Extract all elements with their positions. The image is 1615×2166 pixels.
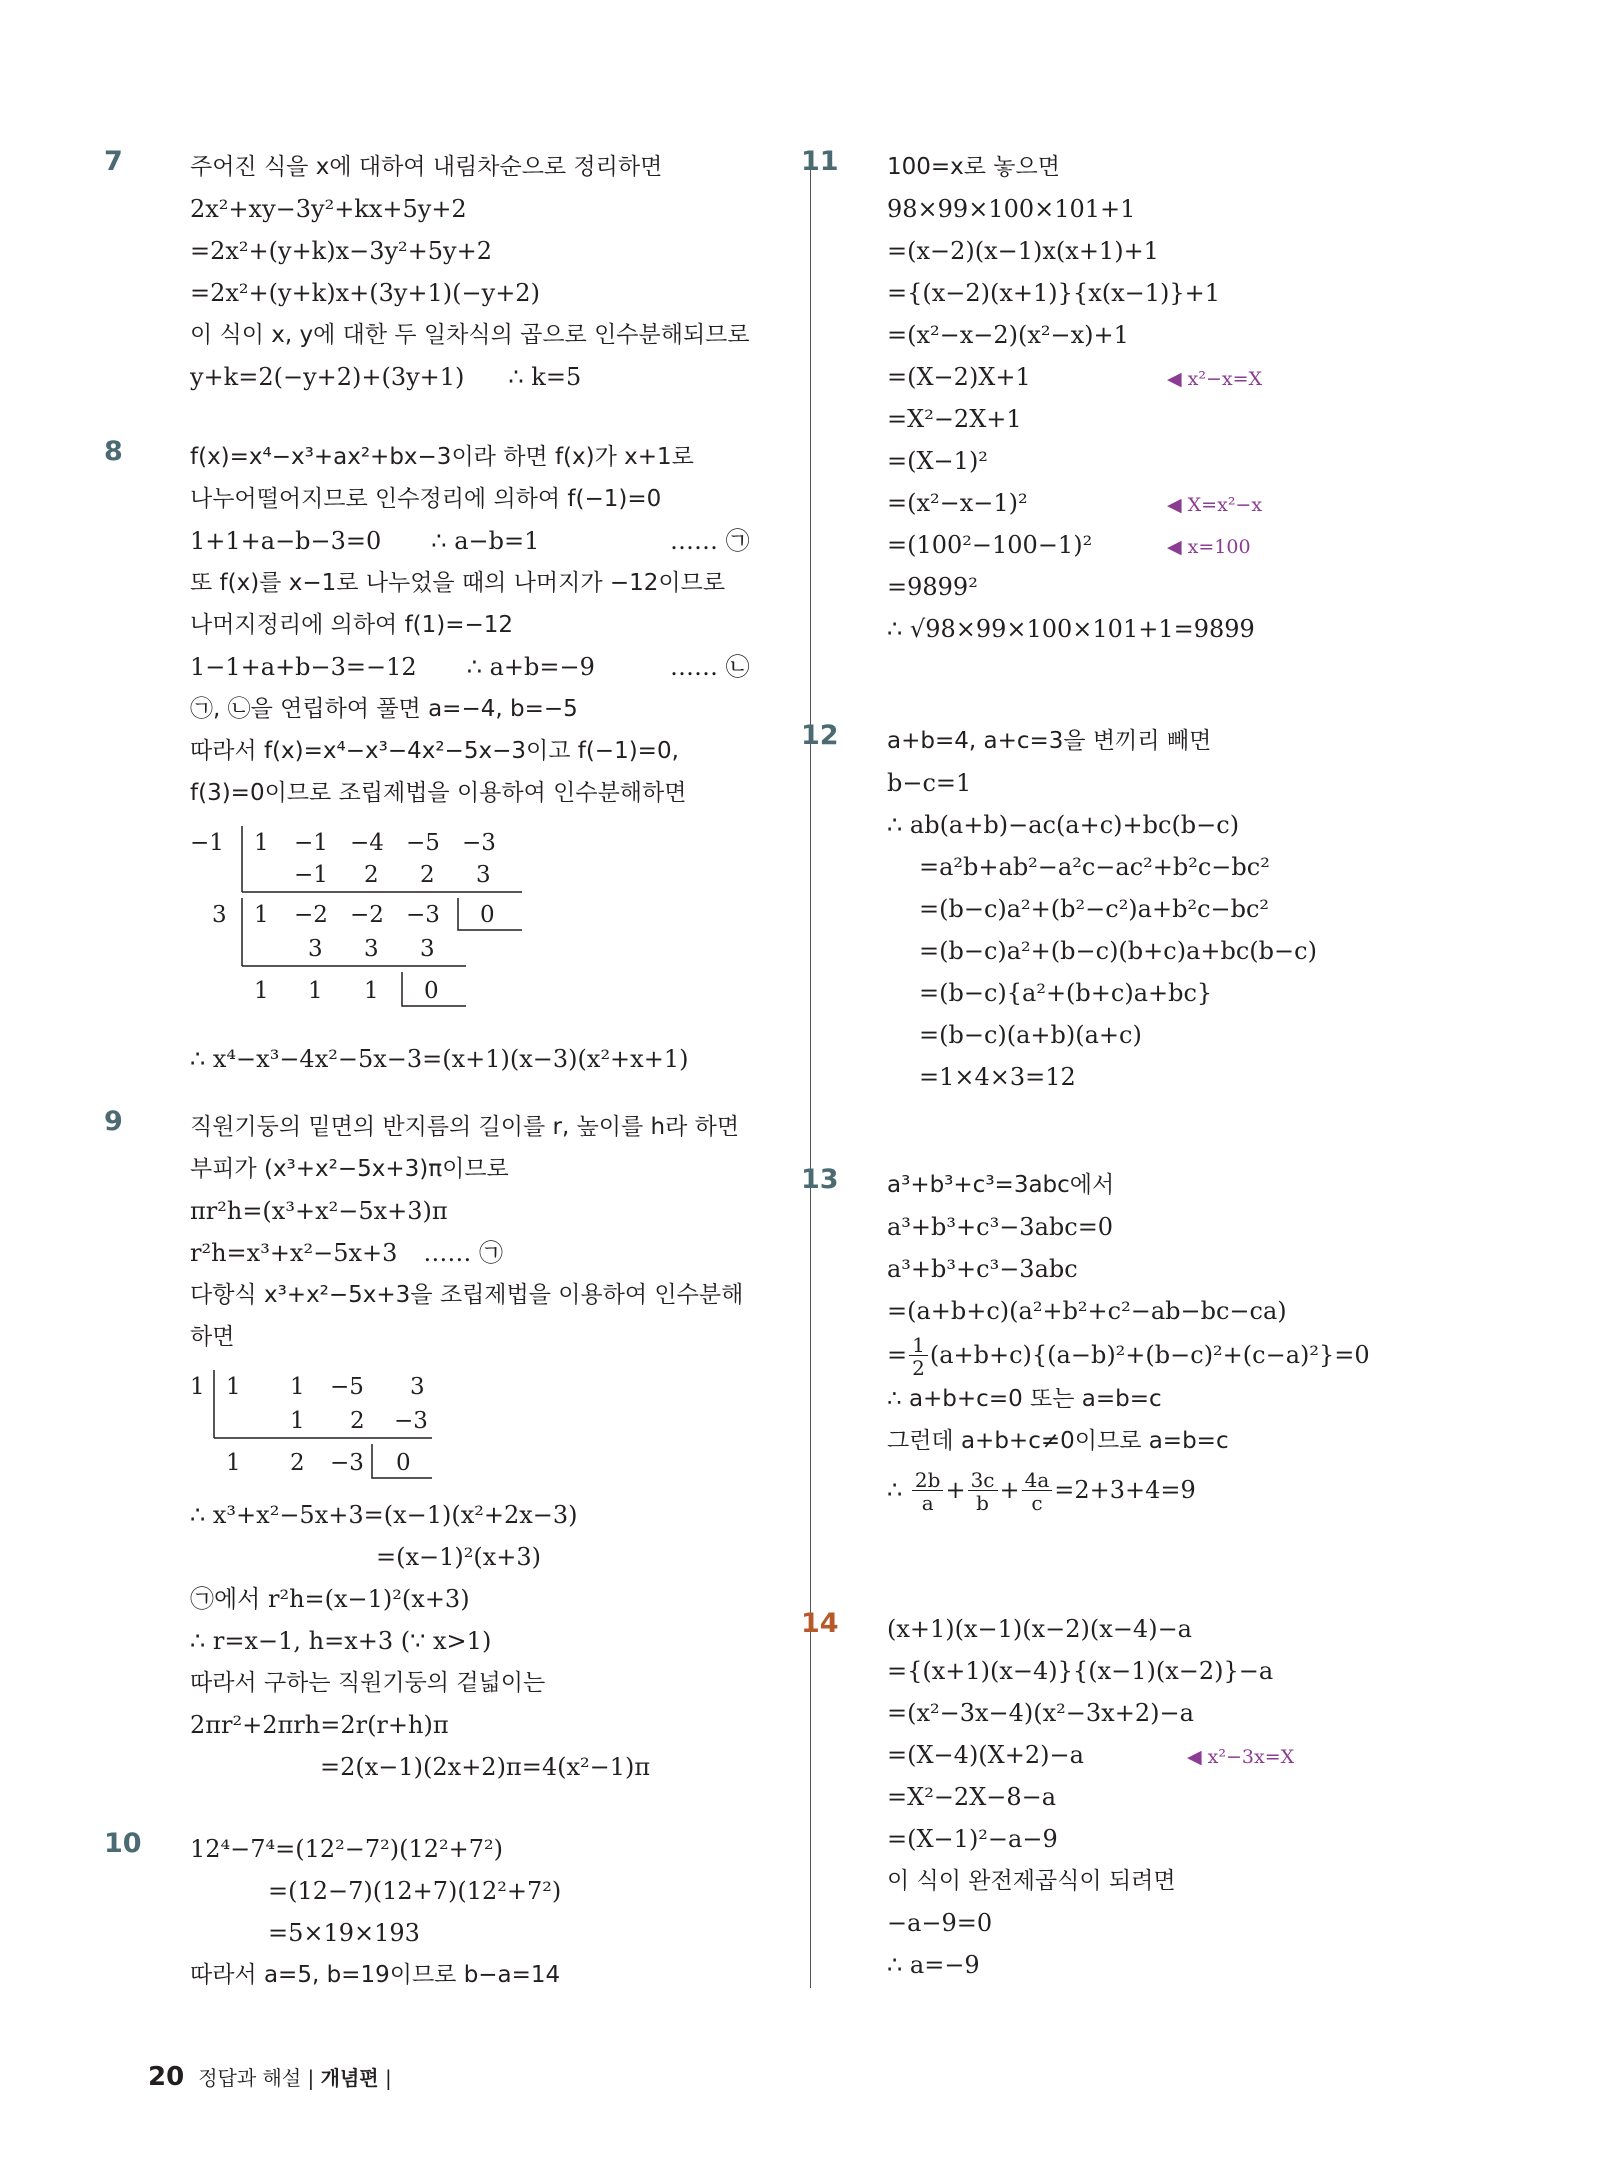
solution-line: 2πr²+2πrh=2r(r+h)π <box>190 1711 449 1739</box>
coef: 1 <box>254 902 269 928</box>
solution-line: 직원기둥의 밑면의 반지름의 길이를 r, 높이를 h라 하면 <box>190 1114 740 1140</box>
solution-line: 100=x로 놓으면 <box>887 154 1060 180</box>
solution-line: =5×19×193 <box>268 1919 420 1947</box>
coef: 2 <box>350 1408 365 1434</box>
solution-line: b−c=1 <box>887 769 972 797</box>
solution-line: =(a+b+c)(a²+b²+c²−ab−bc−ca) <box>887 1297 1287 1325</box>
page-number: 20 <box>148 2062 185 2092</box>
solution-line: (x+1)(x−1)(x−2)(x−4)−a <box>887 1615 1192 1643</box>
solution-line: =(x−1)²(x+3) <box>376 1543 542 1571</box>
coef: −3 <box>462 830 496 856</box>
substitution-note: ◀ x=100 <box>1167 536 1251 558</box>
solution-line: ={(x+1)(x−4)}{(x−1)(x−2)}−a <box>887 1657 1274 1685</box>
coef: −3 <box>394 1408 428 1434</box>
solution-line: =2x²+(y+k)x+(3y+1)(−y+2) <box>190 279 540 307</box>
solution-line: ∴ r=x−1, h=x+3 (∵ x>1) <box>190 1627 492 1655</box>
conclusion: ∴ k=5 <box>508 363 582 391</box>
solution-line: 98×99×100×101+1 <box>887 195 1136 223</box>
equals-sign: = <box>887 1341 908 1369</box>
solution-line: =9899² <box>887 573 978 601</box>
solution-line: ㉠, ㉡을 연립하여 풀면 a=−4, b=−5 <box>190 696 578 722</box>
coef: −1 <box>294 830 328 856</box>
problem-10 <box>104 1828 788 1996</box>
solution-line: =(100²−100−1)² <box>887 531 1093 559</box>
column-divider <box>810 160 811 1988</box>
problem-11 <box>801 146 1545 650</box>
divisor: −1 <box>190 830 224 856</box>
denominator: c <box>1031 1491 1043 1515</box>
page-footer <box>148 2062 392 2092</box>
solution-line: =(X−4)(X+2)−a <box>887 1741 1084 1769</box>
problem-number: 7 <box>104 146 123 177</box>
problem-number: 9 <box>104 1106 123 1137</box>
coef: 1 <box>308 978 323 1004</box>
coef: −4 <box>350 830 384 856</box>
conclusion: ∴ √98×99×100×101+1=9899 <box>887 615 1255 643</box>
numerator: 4a <box>1022 1470 1053 1491</box>
coef: 3 <box>476 862 491 888</box>
problem-number: 13 <box>801 1164 839 1195</box>
solution-line: =(x²−x−1)² <box>887 489 1028 517</box>
numerator: 3c <box>968 1470 998 1491</box>
remainder: 0 <box>480 902 495 928</box>
divisor: 1 <box>190 1374 205 1400</box>
solution-line: 부피가 (x³+x²−5x+3)π이므로 <box>190 1156 509 1182</box>
remainder: 0 <box>424 978 439 1004</box>
coef: 2 <box>364 862 379 888</box>
coef: −3 <box>406 902 440 928</box>
coef: 1 <box>226 1374 241 1400</box>
problem-14 <box>801 1608 1545 1986</box>
plus-sign: + <box>999 1476 1020 1504</box>
fraction-4a-over-c <box>1022 1470 1053 1513</box>
problem-number: 14 <box>801 1608 839 1639</box>
denominator: b <box>976 1491 989 1515</box>
result: =2+3+4=9 <box>1054 1476 1196 1504</box>
solution-line: 나머지정리에 의하여 f(1)=−12 <box>190 612 514 638</box>
divisor: 3 <box>212 902 227 928</box>
substitution-note: ◀ x²−x=X <box>1167 368 1263 390</box>
coef: 1 <box>254 830 269 856</box>
solution-line: =(b−c)a²+(b²−c²)a+b²c−bc² <box>919 895 1270 923</box>
problem-7 <box>104 146 788 398</box>
solution-line: =(b−c)a²+(b−c)(b+c)a+bc(b−c) <box>919 937 1317 965</box>
coef: −1 <box>294 862 328 888</box>
solution-line: =(x²−3x−4)(x²−3x+2)−a <box>887 1699 1194 1727</box>
plus-sign: + <box>945 1476 966 1504</box>
solution-line: a³+b³+c³−3abc <box>887 1255 1078 1283</box>
conclusion: ∴ a−b=1 <box>431 527 540 555</box>
problem-9 <box>104 1106 788 1788</box>
coef: −5 <box>330 1374 364 1400</box>
problem-13 <box>801 1164 1545 1518</box>
solution-line: ={(x−2)(x+1)}{x(x−1)}+1 <box>887 279 1221 307</box>
footer-part: 개념편 <box>320 2066 379 2090</box>
conclusion: ∴ a=−9 <box>887 1951 980 1979</box>
coef: 1 <box>226 1450 241 1476</box>
coef: −2 <box>294 902 328 928</box>
solution-line: =2(x−1)(2x+2)π=4(x²−1)π <box>320 1753 651 1781</box>
solution-line: y+k=2(−y+2)+(3y+1) <box>190 363 465 391</box>
solution-line: 1−1+a+b−3=−12 <box>190 653 417 681</box>
coef: 2 <box>290 1450 305 1476</box>
coef: 3 <box>308 936 323 962</box>
solution-line: f(3)=0이므로 조립제법을 이용하여 인수분해하면 <box>190 780 687 806</box>
solution-line: =1×4×3=12 <box>919 1063 1076 1091</box>
coef: 1 <box>290 1374 305 1400</box>
coef: −3 <box>330 1450 364 1476</box>
solution-line: 따라서 a=5, b=19이므로 b−a=14 <box>190 1962 561 1988</box>
fraction-2b-over-a <box>912 1470 944 1513</box>
problem-8 <box>104 436 788 1080</box>
solution-line: =(b−c){a²+(b+c)a+bc} <box>919 979 1213 1007</box>
solution-line: 나누어떨어지므로 인수정리에 의하여 f(−1)=0 <box>190 486 662 512</box>
equation-marker: …… ㉠ <box>670 527 750 555</box>
problem-number: 12 <box>801 720 839 751</box>
coef: 3 <box>410 1374 425 1400</box>
solution-line: =a²b+ab²−a²c−ac²+b²c−bc² <box>919 853 1270 881</box>
footer-separator: | <box>384 2066 392 2090</box>
solution-line: =(X−1)² <box>887 447 988 475</box>
solution-line: 따라서 구하는 직원기둥의 겉넓이는 <box>190 1670 546 1696</box>
equation-marker: …… ㉡ <box>670 653 750 681</box>
solution-line: f(x)=x⁴−x³+ax²+bx−3이라 하면 f(x)가 x+1로 <box>190 444 694 470</box>
solution-line: a+b=4, a+c=3을 변끼리 빼면 <box>887 728 1212 754</box>
solution-line: 또 f(x)를 x−1로 나누었을 때의 나머지가 −12이므로 <box>190 570 726 596</box>
coef: 1 <box>364 978 379 1004</box>
solution-line: 따라서 f(x)=x⁴−x³−4x²−5x−3이고 f(−1)=0, <box>190 738 679 764</box>
remainder: 0 <box>396 1450 411 1476</box>
solution-line: a³+b³+c³=3abc에서 <box>887 1172 1115 1198</box>
solution-line: =(x²−x−2)(x²−x)+1 <box>887 321 1129 349</box>
solution-line: =2x²+(y+k)x−3y²+5y+2 <box>190 237 492 265</box>
solution-line: ∴ x³+x²−5x+3=(x−1)(x²+2x−3) <box>190 1501 578 1529</box>
therefore: ∴ <box>887 1476 903 1504</box>
problem-12 <box>801 720 1545 1098</box>
numerator: 2b <box>912 1470 944 1491</box>
substitution-note: ◀ X=x²−x <box>1167 494 1263 516</box>
solution-line: ㉠에서 r²h=(x−1)²(x+3) <box>190 1585 470 1613</box>
solution-line: 주어진 식을 x에 대하여 내림차순으로 정리하면 <box>190 154 663 180</box>
synthetic-division-table <box>190 1364 788 1488</box>
solution-line: πr²h=(x³+x²−5x+3)π <box>190 1197 448 1225</box>
coef: 3 <box>364 936 379 962</box>
solution-line: −a−9=0 <box>887 1909 993 1937</box>
footer-section: 정답과 해설 <box>198 2066 302 2090</box>
coef: 1 <box>254 978 269 1004</box>
solution-line: (a+b+c){(a−b)²+(b−c)²+(c−a)²}=0 <box>929 1341 1370 1369</box>
synthetic-division-table <box>190 820 788 1032</box>
coef: −2 <box>350 902 384 928</box>
solution-line: 이 식이 x, y에 대한 두 일차식의 곱으로 인수분해되므로 <box>190 322 750 348</box>
solution-line: =(x−2)(x−1)x(x+1)+1 <box>887 237 1159 265</box>
problem-number: 10 <box>104 1828 142 1859</box>
solution-line: 그런데 a+b+c≠0이므로 a=b=c <box>887 1428 1229 1454</box>
solution-line: 1+1+a−b−3=0 <box>190 527 382 555</box>
equation-marker: …… ㉠ <box>423 1239 504 1267</box>
problem-number: 8 <box>104 436 123 467</box>
solution-line: ∴ a+b+c=0 또는 a=b=c <box>887 1386 1162 1412</box>
solution-line: ∴ ab(a+b)−ac(a+c)+bc(b−c) <box>887 811 1240 839</box>
coef: −5 <box>406 830 440 856</box>
denominator: a <box>921 1491 934 1515</box>
solution-line: =(X−1)²−a−9 <box>887 1825 1058 1853</box>
substitution-note: ◀ x²−3x=X <box>1187 1746 1295 1768</box>
solution-line: =X²−2X+1 <box>887 405 1022 433</box>
solution-line: a³+b³+c³−3abc=0 <box>887 1213 1114 1241</box>
coef: 1 <box>290 1408 305 1434</box>
half-fraction <box>909 1335 928 1378</box>
solution-line: =(b−c)(a+b)(a+c) <box>919 1021 1142 1049</box>
conclusion: ∴ a+b=−9 <box>466 653 595 681</box>
numerator: 1 <box>909 1335 928 1356</box>
solution-line: 12⁴−7⁴=(12²−7²)(12²+7²) <box>190 1835 504 1863</box>
solution-line: r²h=x³+x²−5x+3 <box>190 1239 398 1267</box>
solution-line: 2x²+xy−3y²+kx+5y+2 <box>190 195 467 223</box>
solution-line: 하면 <box>190 1324 235 1350</box>
solution-line: 이 식이 완전제곱식이 되려면 <box>887 1868 1176 1894</box>
solution-line: =(12−7)(12+7)(12²+7²) <box>268 1877 562 1905</box>
solution-line: =(X−2)X+1 <box>887 363 1031 391</box>
coef: 3 <box>420 936 435 962</box>
footer-separator: | <box>307 2066 315 2090</box>
conclusion: ∴ x⁴−x³−4x²−5x−3=(x+1)(x−3)(x²+x+1) <box>190 1045 689 1073</box>
solution-line: 다항식 x³+x²−5x+3을 조립제법을 이용하여 인수분해 <box>190 1282 744 1308</box>
denominator: 2 <box>912 1356 925 1380</box>
coef: 2 <box>420 862 435 888</box>
fraction-3c-over-b <box>968 1470 998 1513</box>
problem-number: 11 <box>801 146 839 177</box>
solution-line: =X²−2X−8−a <box>887 1783 1057 1811</box>
